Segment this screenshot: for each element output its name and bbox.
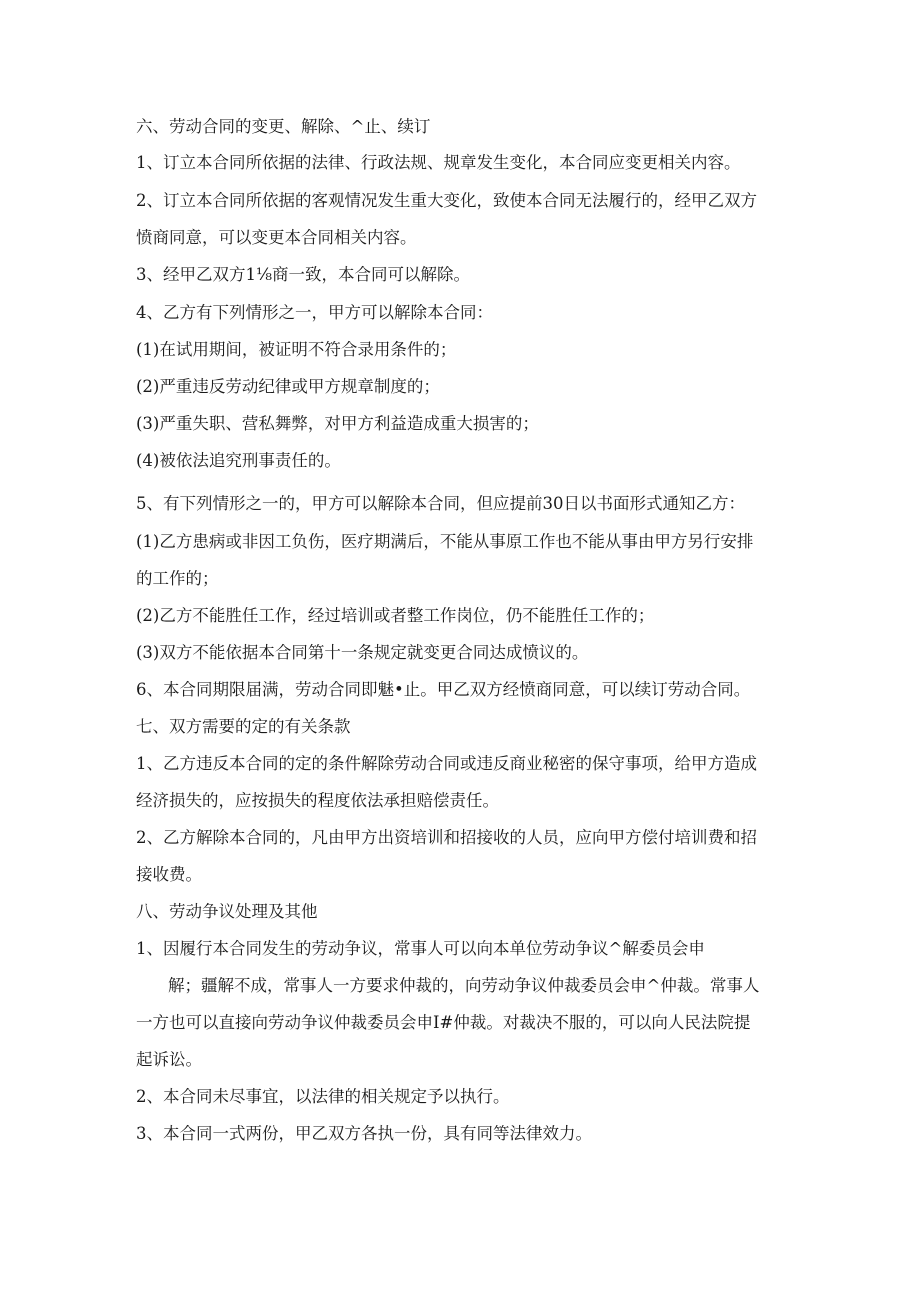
paragraph-line: 愤商同意，可以变更本合同相关内容。 <box>136 228 417 247</box>
section-heading-8: 八、劳动争议处理及其他 <box>136 902 318 921</box>
paragraph-line-indented: 解；疆解不成，常事人一方要求仲裁的，向劳动争议仲裁委员会申^仲裁。常事人 <box>168 976 760 995</box>
paragraph-line: 一方也可以直接向劳动争议仲裁委员会申I#仲裁。对裁决不服的，可以向人民法院提 <box>136 1013 751 1032</box>
list-item: (2)严重违反劳动纪律或甲方规章制度的； <box>136 377 440 396</box>
paragraph-line: 接收费。 <box>136 865 202 884</box>
paragraph-line: 6、本合同期限届满，劳动合同即魅•止。甲乙双方经愤商同意，可以续订劳动合同。 <box>136 680 751 699</box>
paragraph-line: 3、经甲乙双方1⅛商一致，本合同可以解除。 <box>136 265 470 284</box>
paragraph-line: 2、本合同未尽事宜，以法律的相关规定予以执行。 <box>136 1087 510 1106</box>
list-item: (1)乙方患病或非因工负伤，医疗期满后，不能从事原工作也不能从事由甲方另行安排 <box>136 532 754 551</box>
list-item: (2)乙方不能胜任工作，经过培训或者整工作岗位，仍不能胜任工作的； <box>136 606 655 625</box>
paragraph-line: 1、订立本合同所依据的法律、行政法规、规章发生变化，本合同应变更相关内容。 <box>136 153 741 172</box>
list-item: (1)在试用期间，被证明不符合录用条件的； <box>136 340 457 359</box>
paragraph-line: 4、乙方有下列情形之一，甲方可以解除本合同： <box>136 303 493 322</box>
paragraph-line: 经济损失的，应按损失的程度依法承担赔偿责任。 <box>136 791 499 810</box>
paragraph-line: 起诉讼。 <box>136 1050 202 1069</box>
list-item: (3)严重失职、营私舞弊，对甲方利益造成重大损害的； <box>136 414 539 433</box>
paragraph-line: 1、乙方违反本合同的定的条件解除劳动合同或违反商业秘密的保守事项，给甲方造成 <box>136 754 757 773</box>
paragraph-line: 3、本合同一式两份，甲乙双方各执一份，具有同等法律效力。 <box>136 1124 592 1143</box>
paragraph-line: 5、有下列情形之一的，甲方可以解除本合同，但应提前30日以书面形式通知乙方： <box>136 494 745 513</box>
list-item: (3)双方不能依据本合同第十一条规定就变更合同达成愤议的。 <box>136 643 589 662</box>
section-heading-6: 六、劳动合同的变更、解除、^止、续订 <box>136 117 431 136</box>
paragraph-line: 2、乙方解除本合同的，凡由甲方出资培训和招接收的人员，应向甲方偿付培训费和招 <box>136 828 757 847</box>
paragraph-line: 1、因履行本合同发生的劳动争议，常事人可以向本单位劳动争议^解委员会申 <box>136 939 705 958</box>
list-item: (4)被依法追究刑事责任的。 <box>136 451 341 470</box>
paragraph-line: 2、订立本合同所依据的客观情况发生重大变化，致使本合同无法履行的，经甲乙双方 <box>136 191 757 210</box>
section-heading-7: 七、双方需要的定的有关条款 <box>136 717 351 736</box>
list-item-continued: 的工作的； <box>136 569 219 588</box>
